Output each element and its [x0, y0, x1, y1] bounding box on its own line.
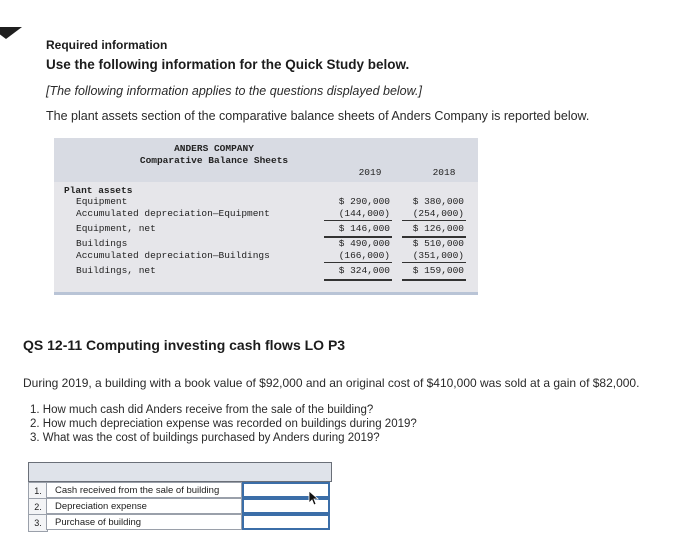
value-2019: (144,000) — [338, 208, 390, 219]
answer-label: Cash received from the sale of building — [46, 482, 242, 498]
row-number: 2. — [28, 498, 48, 516]
column-header-2018: 2018 — [432, 167, 456, 178]
balance-sheet-panel — [54, 138, 478, 295]
double-underline — [402, 279, 466, 281]
row-number: 1. — [28, 482, 48, 500]
underline — [402, 262, 466, 263]
row-label: Buildings — [76, 238, 128, 249]
plant-assets-description: The plant assets section of the comparative balance sheets of Anders Company is reported below. — [46, 109, 590, 123]
underline — [324, 262, 392, 263]
value-2018: $ 159,000 — [412, 265, 464, 276]
row-label: Buildings, net — [76, 265, 156, 276]
quick-study-title: QS 12-11 Computing investing cash flows LO P3 — [23, 337, 346, 353]
value-2019: (166,000) — [338, 250, 390, 261]
value-2018: $ 126,000 — [412, 223, 464, 234]
balance-sheet-row — [54, 265, 478, 279]
row-label: Equipment — [76, 196, 128, 207]
answer-label: Depreciation expense — [46, 498, 242, 514]
question-3: 3. What was the cost of buildings purchased by Anders during 2019? — [30, 432, 380, 444]
answer-label: Purchase of building — [46, 514, 242, 530]
purchase-of-building-input[interactable] — [242, 514, 330, 530]
value-2019: $ 290,000 — [338, 196, 390, 207]
double-underline — [324, 279, 392, 281]
flag-marker-icon — [0, 27, 22, 39]
value-2019: $ 146,000 — [338, 223, 390, 234]
value-2018: (254,000) — [412, 208, 464, 219]
applies-note: [The following information applies to the questions displayed below.] — [46, 84, 422, 98]
row-label: Plant assets — [64, 185, 133, 196]
row-label: Equipment, net — [76, 223, 156, 234]
row-label: Accumulated depreciation—Buildings — [76, 250, 270, 261]
value-2018: (351,000) — [412, 250, 464, 261]
answer-table-header — [28, 462, 332, 482]
underline — [402, 220, 466, 221]
row-number: 3. — [28, 514, 48, 532]
value-2019: $ 490,000 — [338, 238, 390, 249]
required-information-heading: Required information — [46, 38, 168, 52]
balance-sheet-subtitle: Comparative Balance Sheets — [139, 155, 289, 166]
value-2019: $ 324,000 — [338, 265, 390, 276]
use-following-heading: Use the following information for the Quick Study below. — [46, 57, 410, 72]
company-name: ANDERS COMPANY — [174, 143, 254, 154]
question-1: 1. How much cash did Anders receive from the sale of the building? — [30, 404, 374, 416]
quick-study-intro: During 2019, a building with a book value of $92,000 and an original cost of $410,000 was sold at a gain of $82,000. — [23, 376, 640, 390]
underline — [324, 220, 392, 221]
row-label: Accumulated depreciation—Equipment — [76, 208, 270, 219]
question-2: 2. How much depreciation expense was recorded on buildings during 2019? — [30, 418, 417, 430]
value-2018: $ 380,000 — [412, 196, 464, 207]
value-2018: $ 510,000 — [412, 238, 464, 249]
column-header-2019: 2019 — [358, 167, 382, 178]
balance-sheet-row — [54, 223, 478, 237]
mouse-cursor-icon — [308, 490, 320, 506]
